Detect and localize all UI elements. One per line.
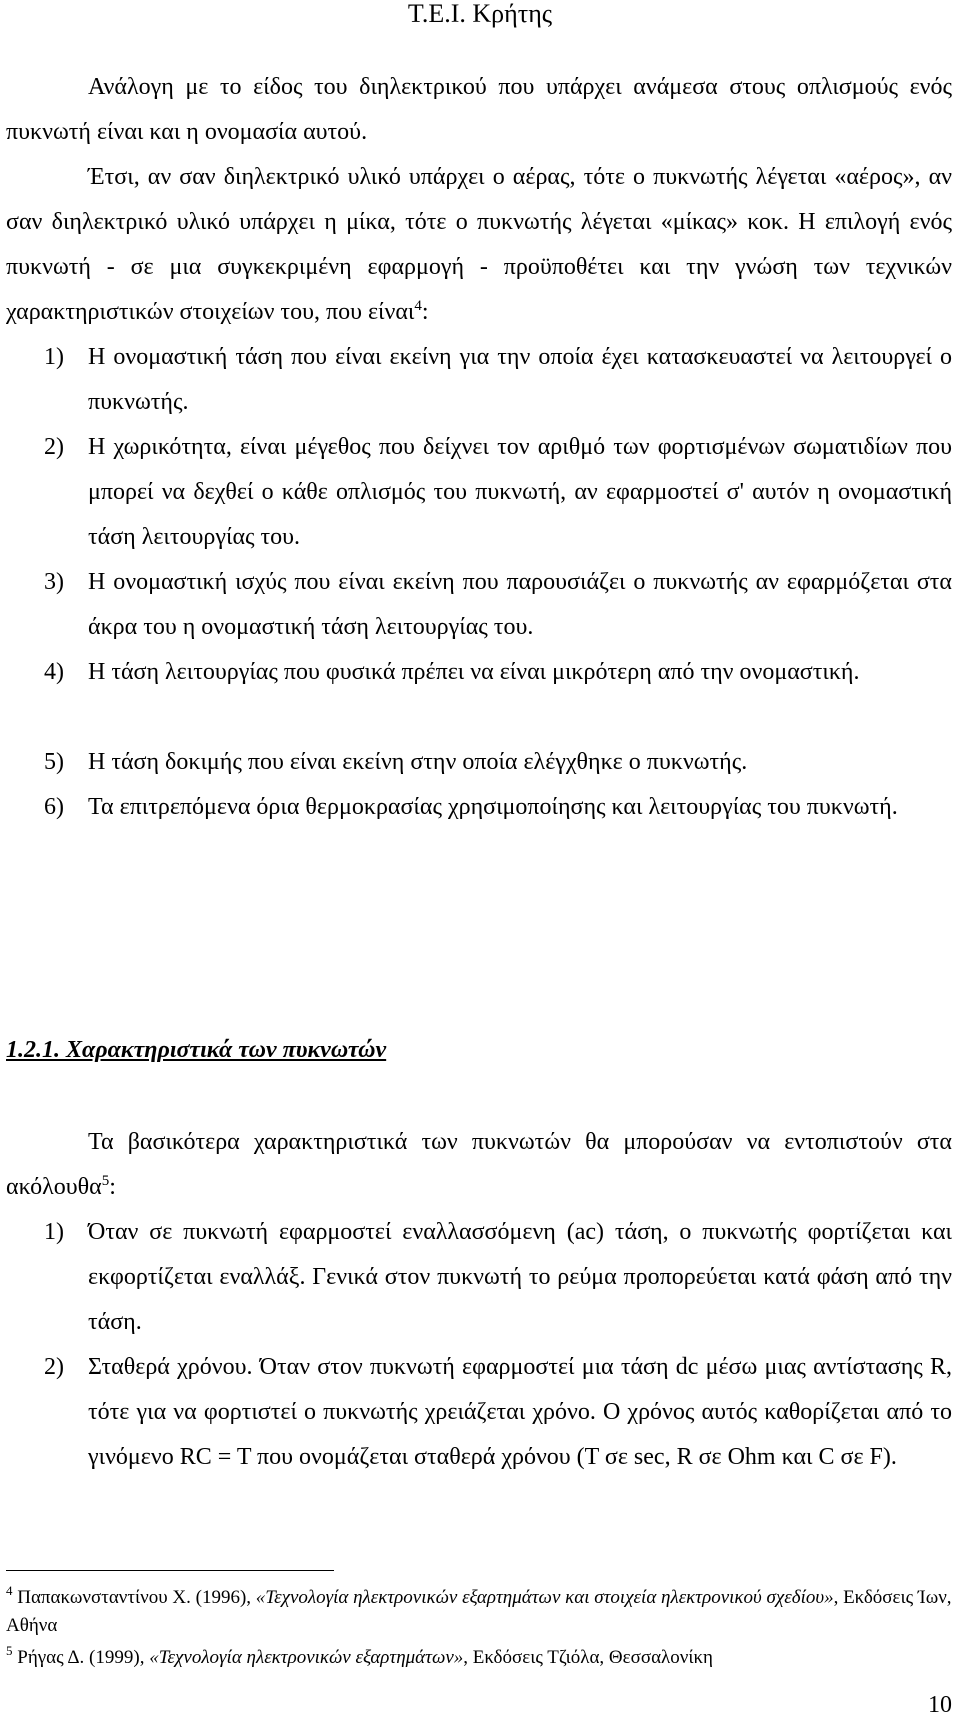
list-item-text: Σταθερά χρόνου. Όταν στον πυκνωτή εφαρμοστεί μια τάση dc μέσω μιας αντίστασης R, τότε για να φορτιστεί ο πυκνωτής χρειάζεται χρόνο. Ο χρόνος αυτός καθορίζεται από το γινόμενο RC = T που ονομάζεται σταθερά χρόνου (T σε sec, R σε Ohm και C σε F). [88,1354,952,1470]
list-item [44,1345,952,1480]
list-item-text: Η τάση δοκιμής που είναι εκείνη στην οποία ελέγχθηκε ο πυκνωτής. [88,749,748,775]
list-item-number: 3) [44,569,64,595]
footnote-number: 4 [6,1583,13,1599]
footnote-divider [6,1570,334,1571]
footnote-author: Παπακωνσταντίνου Χ. (1996), [17,1587,256,1608]
footnote-author: Ρήγας Δ. (1999), [17,1647,150,1668]
section-intro-text: Τα βασικότερα χαρακτηριστικά των πυκνωτών θα μπορούσαν να εντοπιστούν στα ακόλουθα [6,1129,952,1200]
section-intro-colon: : [109,1174,116,1200]
list-item-text: Η χωρικότητα, είναι μέγεθος που δείχνει τον αριθμό των φορτισμένων σωματιδίων που μπορεί να δεχθεί ο κάθε οπλισμός του πυκνωτή, αν εφαρμοστεί σ' αυτόν η ονομαστική τάση λειτουργίας του. [88,434,952,550]
footnote-publisher: , Εκδόσεις Ίων, Αθήνα [6,1587,952,1636]
list-item-number: 5) [44,749,64,775]
list-item-text: Η ονομαστική τάση που είναι εκείνη για την οποία έχει κατασκευαστεί να λειτουργεί ο πυκνωτής. [88,344,952,415]
page-number: 10 [928,1692,952,1718]
list-item-number: 4) [44,659,64,685]
section-intro-paragraph [6,1120,952,1210]
footnote-title: «Τεχνολογία ηλεκτρονικών εξαρτημάτων» [149,1647,464,1668]
list-item-text: Η ονομαστική ισχύς που είναι εκείνη που παρουσιάζει ο πυκνωτής αν εφαρμόζεται στα άκρα του η ονομαστική τάση λειτουργίας του. [88,569,952,640]
list-item [44,560,952,650]
list-item [44,785,952,830]
list-item-number: 6) [44,794,64,820]
intro-paragraph-2-text: Έτσι, αν σαν διηλεκτρικό υλικό υπάρχει ο αέρας, τότε ο πυκνωτής λέγεται «αέρος», αν σαν διηλεκτρικό υλικό υπάρχει η μίκα, τότε ο πυκνωτής λέγεται «μίκας» κοκ. Η επιλογή ενός πυκνωτή - σε μια συγκεκριμένη εφαρμογή - προϋποθέτει και την γνώση των τεχνικών χαρακτηριστικών στοιχείων του, που είναι [6,164,952,325]
footnote-ref-5: 5 [101,1173,110,1189]
page-header: Τ.Ε.Ι. Κρήτης [407,0,553,28]
footnote-publisher: , Εκδόσεις Τζιόλα, Θεσσαλονίκη [463,1647,713,1668]
footnote-number: 5 [6,1643,13,1659]
list-item [44,740,952,785]
footnote-5 [6,1644,952,1672]
section-heading: 1.2.1. Χαρακτηριστικά των πυκνωτών [6,1037,387,1063]
list-item [44,1210,952,1345]
intro-paragraph-1: Ανάλογη με το είδος του διηλεκτρικού που υπάρχει ανάμεσα στους οπλισμούς ενός πυκνωτή είναι και η ονομασία αυτού. [6,74,952,145]
footnote-4 [6,1584,952,1640]
footnote-title: «Τεχνολογία ηλεκτρονικών εξαρτημάτων και στοιχεία ηλεκτρονικού σχεδίου» [255,1587,834,1608]
list-item-text: Η τάση λειτουργίας που φυσικά πρέπει να είναι μικρότερη από την ονομαστική. [88,659,860,685]
list-item [44,425,952,560]
list-item-text: Τα επιτρεπόμενα όρια θερμοκρασίας χρησιμοποίησης και λειτουργίας του πυκνωτή. [88,794,898,820]
list-item-number: 1) [44,344,64,370]
list-item [44,335,952,425]
footnote-ref-4: 4 [414,298,422,314]
list-item-number: 1) [44,1219,64,1245]
list-item-number: 2) [44,434,64,460]
list-item-text: Όταν σε πυκνωτή εφαρμοστεί εναλλασσόμενη (ac) τάση, ο πυκνωτής φορτίζεται και εκφορτίζεται εναλλάξ. Γενικά στον πυκνωτή το ρεύμα προπορεύεται κατά φάση από την τάση. [88,1219,952,1335]
list-item [44,650,952,695]
list-item-number: 2) [44,1354,64,1380]
intro-paragraph-2-colon: : [421,299,429,325]
intro-paragraph-2 [6,155,952,335]
